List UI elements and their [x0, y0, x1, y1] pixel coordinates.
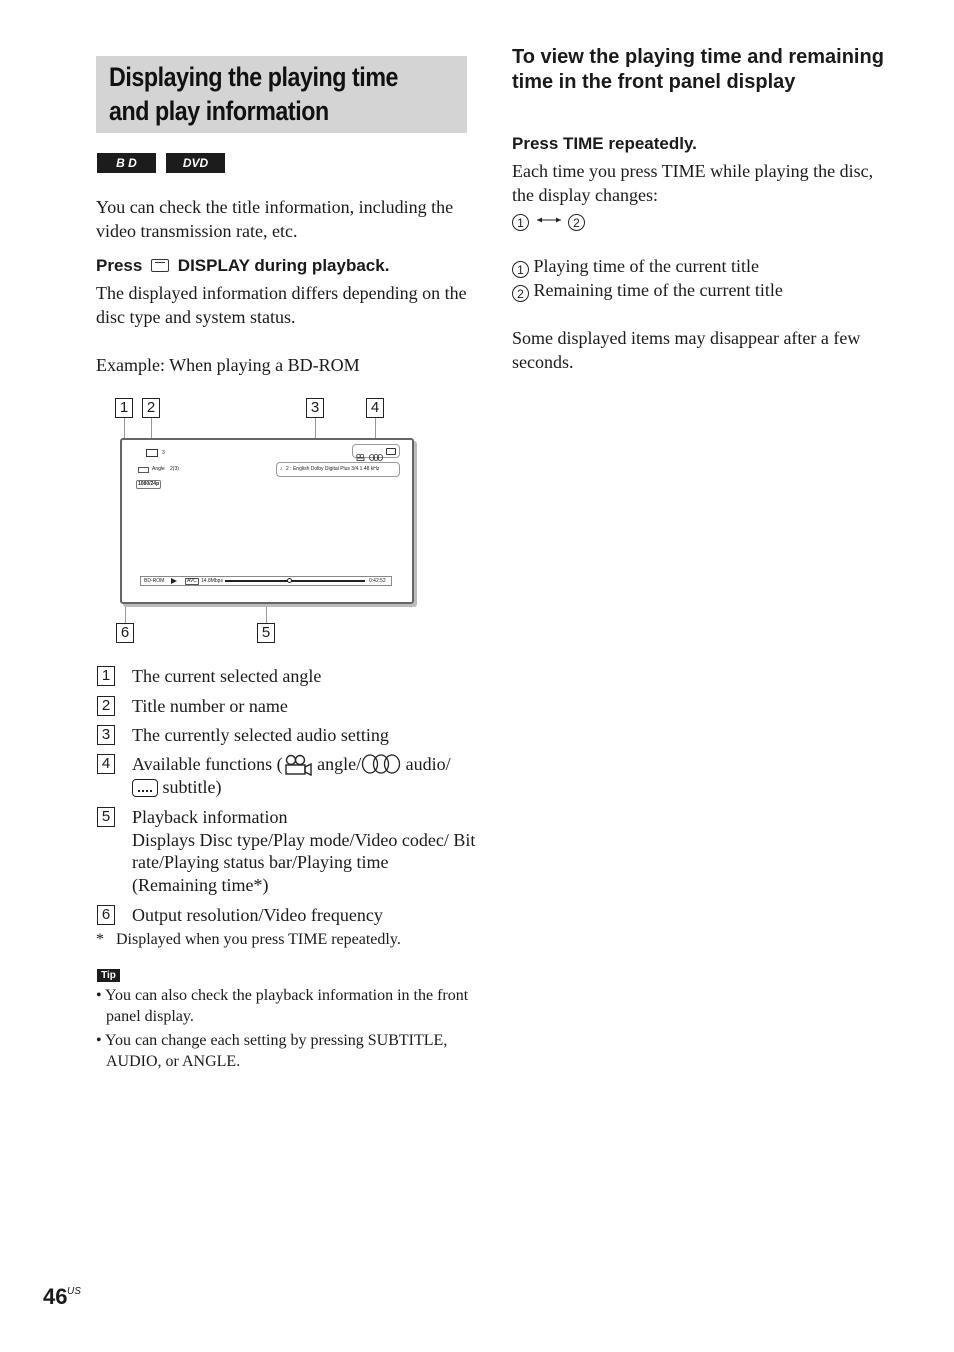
- item-number: 4: [97, 754, 115, 774]
- circled-number: 2: [568, 214, 585, 231]
- audio-setting: 2 : English Dolby Digital Plus 3/4.1 48 kHz: [286, 466, 380, 472]
- tip-badge: Tip: [97, 969, 120, 982]
- press-display-instruction: [96, 255, 476, 277]
- circled-number: 1: [512, 261, 529, 278]
- playback-position-marker: [287, 578, 292, 583]
- item-number: 1: [97, 666, 115, 686]
- time-option: [512, 278, 892, 302]
- tip-item: • You can also check the playback information in the front panel display.: [96, 987, 469, 1025]
- section-title-box: [96, 56, 467, 133]
- item-text: The current selected angle: [132, 666, 322, 686]
- film-icon: [146, 449, 158, 457]
- list-item: [97, 753, 477, 801]
- audio-rings-icon: [369, 448, 383, 455]
- item-number: 3: [97, 725, 115, 745]
- list-item: [97, 724, 477, 748]
- angle-label: Angle: [152, 466, 165, 472]
- callout-6: 6: [116, 623, 134, 643]
- bitrate-label: 14.8Mbps: [201, 578, 223, 584]
- callout-1: 1: [115, 398, 133, 418]
- playing-status-bar: [225, 580, 365, 582]
- item-text: Available functions ( angle/ audio/ subtitle): [132, 754, 451, 797]
- press-prefix: Press: [96, 256, 143, 275]
- callout-2: 2: [142, 398, 160, 418]
- title-number: 3: [162, 450, 165, 456]
- subtitle-icon: [132, 779, 158, 797]
- display-button-icon: [151, 259, 169, 272]
- list-item: [97, 695, 477, 719]
- section-title: Displaying the playing time and play information: [109, 62, 399, 126]
- list-item: [97, 665, 477, 689]
- item-subtext: Displays Disc type/Play mode/Video codec/ Bit rate/Playing status bar/Playing time (Remaining time*): [132, 829, 476, 895]
- angle-value: 2(3): [170, 466, 179, 472]
- circled-number: 2: [512, 285, 529, 302]
- item-text: Title number or name: [132, 696, 288, 716]
- play-icon: [171, 578, 177, 584]
- callout-3: 3: [306, 398, 324, 418]
- callout-4: 4: [366, 398, 384, 418]
- item-number: 2: [97, 696, 115, 716]
- tip-item: • You can change each setting by pressing SUBTITLE, AUDIO, or ANGLE.: [96, 1032, 448, 1070]
- playing-time: 0:42:52: [369, 578, 386, 584]
- time-option-text: Remaining time of the current title: [533, 280, 783, 300]
- resolution-label: 1080/24p: [138, 481, 160, 487]
- angle-camera-icon: [356, 448, 366, 455]
- example-text: Example: When playing a BD-ROM: [96, 355, 360, 375]
- angle-icon: [283, 754, 313, 776]
- onscreen-display-illustration: [120, 438, 414, 604]
- footnote: * Displayed when you press TIME repeatedly.: [96, 931, 401, 948]
- press-time-instruction: Press TIME repeatedly.: [512, 134, 697, 153]
- right-heading: To view the playing time and remaining time in the front panel display: [512, 46, 884, 93]
- list-item: [97, 806, 477, 898]
- time-option-text: Playing time of the current title: [533, 256, 759, 276]
- disc-type: BD-ROM: [144, 578, 165, 584]
- display-sequence: [512, 207, 712, 231]
- description-text: The displayed information differs depending on the disc type and system status.: [96, 283, 467, 327]
- dvd-tag: DVD: [166, 153, 225, 173]
- double-arrow-icon: [534, 207, 564, 217]
- audio-icon: [361, 754, 401, 774]
- page-region-suffix: US: [67, 1286, 81, 1297]
- callout-5: 5: [257, 623, 275, 643]
- item-number: 5: [97, 807, 115, 827]
- angle-box: [138, 467, 149, 473]
- item-text: Playback information: [132, 807, 288, 827]
- codec-label: AVC: [187, 578, 197, 584]
- list-item: [97, 904, 477, 928]
- page-number: 46: [43, 1284, 68, 1309]
- item-text: The currently selected audio setting: [132, 725, 389, 745]
- time-option: [512, 254, 892, 278]
- time-description: Each time you press TIME while playing the disc, the display changes:: [512, 161, 874, 205]
- item-text: Output resolution/Video frequency: [132, 905, 383, 925]
- circled-number: 1: [512, 214, 529, 231]
- press-suffix: DISPLAY during playback.: [177, 256, 390, 275]
- bd-tag: B D: [97, 153, 156, 173]
- playback-info-bar: [140, 576, 392, 586]
- item-number: 6: [97, 905, 115, 925]
- intro-text: You can check the title information, including the video transmission rate, etc.: [96, 197, 454, 241]
- disappear-note: Some displayed items may disappear after a few seconds.: [512, 328, 861, 372]
- subtitle-icon: [386, 448, 396, 455]
- music-note-icon: ♪: [280, 466, 283, 472]
